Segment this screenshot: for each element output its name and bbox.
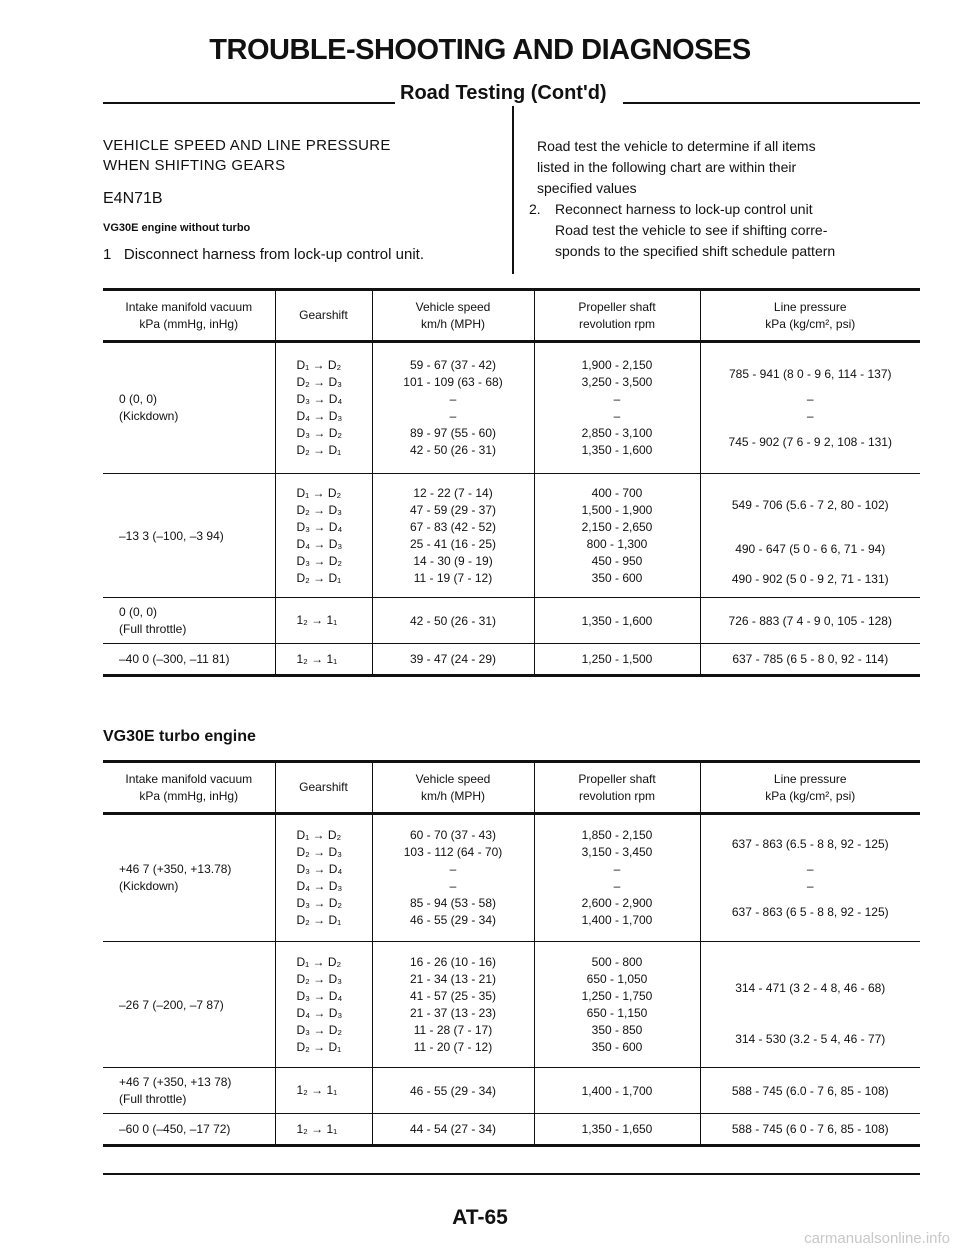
step-2-line: Road test the vehicle to see if shifting corre- <box>555 222 828 238</box>
caption-line-2: WHEN SHIFTING GEARS <box>103 157 286 174</box>
gearshift-cell: 1₂ → 1₁ <box>275 1114 372 1146</box>
shaft-cell: 1,400 - 1,700 <box>534 1068 700 1114</box>
vacuum-cell: –60 0 (–450, –17 72) <box>103 1114 275 1146</box>
header-pressure: Line pressure kPa (kg/cm², psi) <box>700 290 920 342</box>
shaft-cell: 500 - 800 650 - 1,050 1,250 - 1,750 650 - 1,150 350 - 850 350 - 600 <box>534 942 700 1068</box>
speed-cell: 42 - 50 (26 - 31) <box>372 598 534 644</box>
table-row <box>103 644 920 676</box>
gearshift-cell: D₁ → D₂ D₂ → D₃ D₃ → D₄ D₄ → D₃ D₃ → D₂ D₂ → D₁ <box>275 942 372 1068</box>
gearshift-cell: 1₂ → 1₁ <box>275 598 372 644</box>
pressure-cell: 549 - 706 (5.6 - 7 2, 80 - 102) 490 - 647 (5 0 - 6 6, 71 - 94) 490 - 902 (5 0 - 9 2, 71 - 131) <box>700 474 920 598</box>
pressure-cell: 588 - 745 (6.0 - 7 6, 85 - 108) <box>700 1068 920 1114</box>
watermark: carmanualsonline.info <box>804 1230 950 1247</box>
shaft-cell: 1,900 - 2,150 3,250 - 3,500 – – 2,850 - 3,100 1,350 - 1,600 <box>534 342 700 474</box>
table-row <box>103 1114 920 1146</box>
header-vacuum: Intake manifold vacuum kPa (mmHg, inHg) <box>103 762 275 814</box>
header-vacuum: Intake manifold vacuum kPa (mmHg, inHg) <box>103 290 275 342</box>
header-pressure: Line pressure kPa (kg/cm², psi) <box>700 762 920 814</box>
speed-cell: 44 - 54 (27 - 34) <box>372 1114 534 1146</box>
speed-cell: 60 - 70 (37 - 43) 103 - 112 (64 - 70) – – 85 - 94 (53 - 58) 46 - 55 (29 - 34) <box>372 814 534 942</box>
step-2 <box>529 199 923 262</box>
header-gearshift: Gearshift <box>275 762 372 814</box>
header-speed: Vehicle speed km/h (MPH) <box>372 290 534 342</box>
spec-table-turbo <box>103 760 920 1147</box>
column-divider <box>512 106 514 274</box>
speed-cell: 59 - 67 (37 - 42) 101 - 109 (63 - 68) – – 89 - 97 (55 - 60) 42 - 50 (26 - 31) <box>372 342 534 474</box>
vacuum-cell: +46 7 (+350, +13.78) (Kickdown) <box>103 814 275 942</box>
pressure-cell: 726 - 883 (7 4 - 9 0, 105 - 128) <box>700 598 920 644</box>
speed-cell: 46 - 55 (29 - 34) <box>372 1068 534 1114</box>
vacuum-cell: 0 (0, 0) (Full throttle) <box>103 598 275 644</box>
table-header-row <box>103 290 920 342</box>
spec-table-non-turbo <box>103 288 920 677</box>
left-column <box>103 136 493 263</box>
shaft-cell: 1,350 - 1,600 <box>534 598 700 644</box>
transmission-model: E4N71B <box>103 190 163 207</box>
caption-line-1: VEHICLE SPEED AND LINE PRESSURE <box>103 137 391 154</box>
footer-rule <box>103 1173 920 1175</box>
gearshift-cell: 1₂ → 1₁ <box>275 1068 372 1114</box>
subheading-text: Road Testing (Cont'd) <box>400 82 607 104</box>
vacuum-cell: 0 (0, 0) (Kickdown) <box>103 342 275 474</box>
right-column <box>529 136 923 262</box>
turbo-engine-label: VG30E turbo engine <box>103 728 256 745</box>
step-2-line: Reconnect harness to lock-up control unit <box>555 201 813 217</box>
table-row <box>103 342 920 474</box>
step-1-number: 1 <box>103 246 112 263</box>
paragraph-line: listed in the following chart are within their <box>537 159 797 175</box>
pressure-cell: 785 - 941 (8 0 - 9 6, 114 - 137) – – 745 - 902 (7 6 - 9 2, 108 - 131) <box>700 342 920 474</box>
table-row <box>103 942 920 1068</box>
speed-cell: 16 - 26 (10 - 16) 21 - 34 (13 - 21) 41 - 57 (25 - 35) 21 - 37 (13 - 23) 11 - 28 (7 - 17) 11 - 20 (7 - 12) <box>372 942 534 1068</box>
shaft-cell: 400 - 700 1,500 - 1,900 2,150 - 2,650 800 - 1,300 450 - 950 350 - 600 <box>534 474 700 598</box>
subheading-rule-left <box>103 102 395 104</box>
vacuum-cell: –13 3 (–100, –3 94) <box>103 474 275 598</box>
vacuum-cell: +46 7 (+350, +13 78) (Full throttle) <box>103 1068 275 1114</box>
pressure-cell: 314 - 471 (3 2 - 4 8, 46 - 68) 314 - 530 (3.2 - 5 4, 46 - 77) <box>700 942 920 1068</box>
step-2-number: 2. <box>529 201 541 217</box>
header-gearshift: Gearshift <box>275 290 372 342</box>
vacuum-cell: –26 7 (–200, –7 87) <box>103 942 275 1068</box>
step-1-text: Disconnect harness from lock-up control unit. <box>123 246 424 263</box>
page-number: AT-65 <box>452 1206 508 1229</box>
page-title: TROUBLE-SHOOTING AND DIAGNOSES <box>209 34 751 66</box>
subheading-rule-right <box>623 102 920 104</box>
section-subheading <box>103 82 920 108</box>
paragraph-line: Road test the vehicle to determine if all items <box>537 138 816 154</box>
pressure-cell: 637 - 785 (6 5 - 8 0, 92 - 114) <box>700 644 920 676</box>
header-shaft: Propeller shaft revolution rpm <box>534 290 700 342</box>
gearshift-cell: D₁ → D₂ D₂ → D₃ D₃ → D₄ D₄ → D₃ D₃ → D₂ D₂ → D₁ <box>275 474 372 598</box>
header-shaft: Propeller shaft revolution rpm <box>534 762 700 814</box>
shaft-cell: 1,850 - 2,150 3,150 - 3,450 – – 2,600 - 2,900 1,400 - 1,700 <box>534 814 700 942</box>
engine-label: VG30E engine without turbo <box>103 222 251 234</box>
paragraph-line: specified values <box>537 180 637 196</box>
shaft-cell: 1,350 - 1,650 <box>534 1114 700 1146</box>
speed-cell: 12 - 22 (7 - 14) 47 - 59 (29 - 37) 67 - 83 (42 - 52) 25 - 41 (16 - 25) 14 - 30 (9 - 19) 11 - 19 (7 - 12) <box>372 474 534 598</box>
pressure-cell: 588 - 745 (6 0 - 7 6, 85 - 108) <box>700 1114 920 1146</box>
table-header-row <box>103 762 920 814</box>
speed-cell: 39 - 47 (24 - 29) <box>372 644 534 676</box>
table-row <box>103 814 920 942</box>
gearshift-cell: 1₂ → 1₁ <box>275 644 372 676</box>
table-row <box>103 474 920 598</box>
step-2-line: sponds to the specified shift schedule pattern <box>555 243 836 259</box>
table-row <box>103 1068 920 1114</box>
header-speed: Vehicle speed km/h (MPH) <box>372 762 534 814</box>
vacuum-cell: –40 0 (–300, –11 81) <box>103 644 275 676</box>
pressure-cell: 637 - 863 (6.5 - 8 8, 92 - 125) – – 637 - 863 (6 5 - 8 8, 92 - 125) <box>700 814 920 942</box>
gearshift-cell: D₁ → D₂ D₂ → D₃ D₃ → D₄ D₄ → D₃ D₃ → D₂ D₂ → D₁ <box>275 814 372 942</box>
table-row <box>103 598 920 644</box>
gearshift-cell: D₁ → D₂ D₂ → D₃ D₃ → D₄ D₄ → D₃ D₃ → D₂ D₂ → D₁ <box>275 342 372 474</box>
shaft-cell: 1,250 - 1,500 <box>534 644 700 676</box>
step-1 <box>103 246 493 263</box>
